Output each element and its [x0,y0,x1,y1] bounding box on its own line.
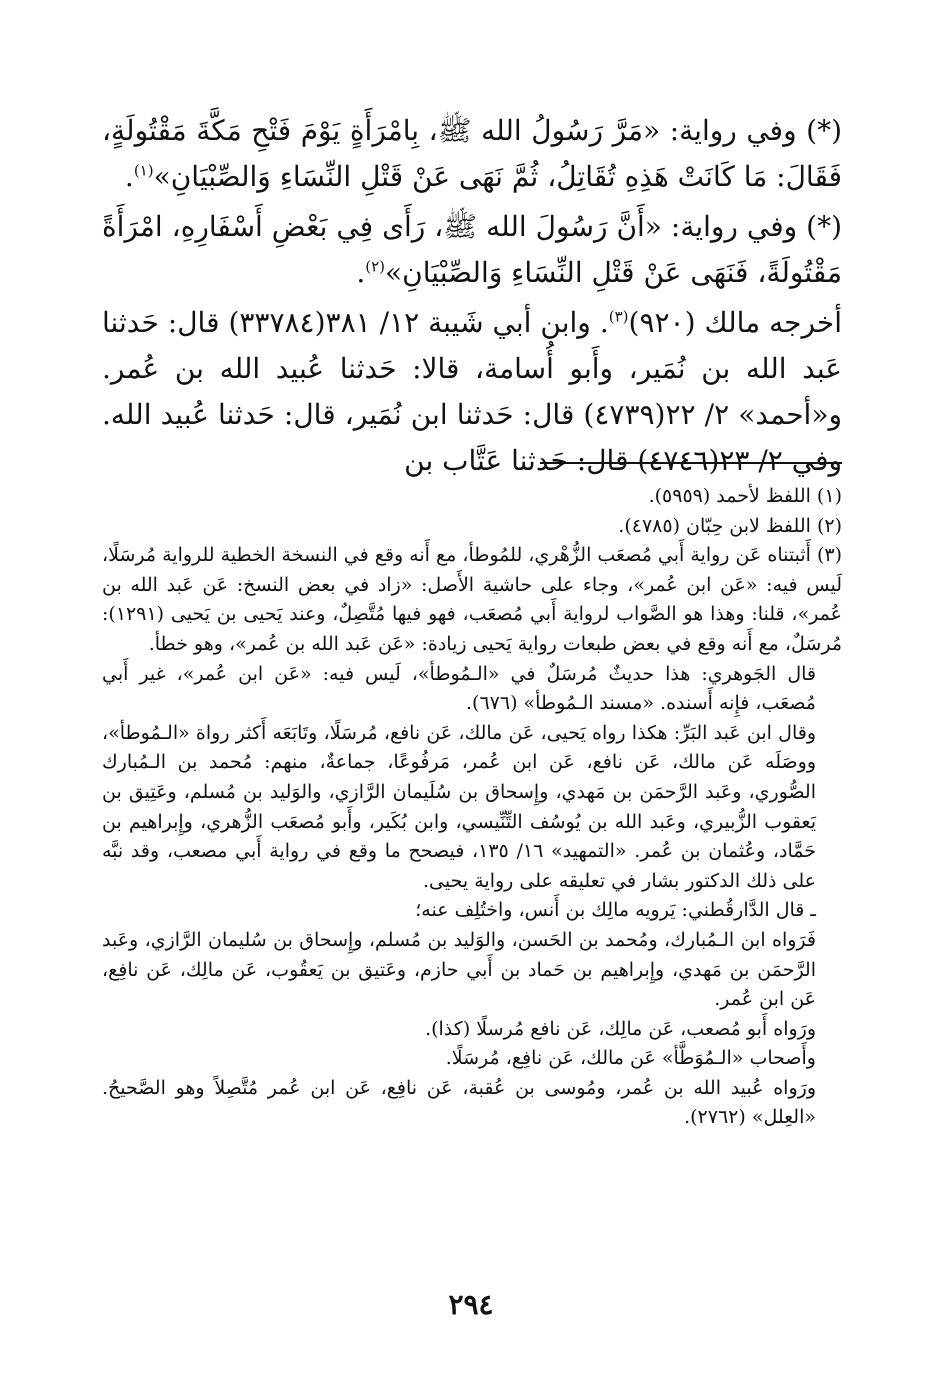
footnote-2: (٢) اللفظ لابن حِبّان (٤٧٨٥). [618,514,842,537]
footnote-ref-1[interactable]: (١) [133,161,154,180]
footnote-1: (١) اللفظ لأحمد (٥٩٥٩). [648,485,842,507]
footnote-3-riwaya-2: ورَواه أَبو مُصعب، عَن مالِك، عَن نافع مُرسلًا (كذا). [425,1017,816,1040]
main-paragraph-2 [102,204,842,296]
footnote-3-riwaya-4: ورَواه عُبيد الله بن عُمر، ومُوسى بن عُقبة، عَن نافِع، عَن ابن عُمر مُتَّصِلاً وهو الصَّحيحُ. «العِلل» (٢٧٦٢). [102,1076,816,1129]
main-paragraph-2-text: (*) وفي رواية: «أَنَّ رَسُولَ الله ﷺ، رَأَى فِي بَعْضِ أَسْفَارِهِ، امْرَأَةً مَقْتُولَةً، فَنَهَى عَنْ قَتْلِ النِّسَاءِ وَالصِّبْيَانِ» [102,210,842,289]
main-text [102,108,842,484]
main-paragraph-1 [102,108,842,200]
footnote-3-jawhari: قال الجَوهري: هذا حديثٌ مُرسَلٌ في «الـمُوطأ»، لَيس فيه: «عَن ابن عُمر»، غير أَبي مُصعَب، فإِنه أَسنده. «مسند الـمُوطأ» (٦٧٦). [102,662,816,715]
main-paragraph-2-tail: . [356,256,366,289]
main-paragraph-1-tail: . [124,160,134,193]
main-paragraph-3-text: أخرجه مالك (٩٢٠) [628,306,842,339]
footnote-3-ibn-abd-albarr: وقال ابن عَبد البَرِّ: هكذا رواه يَحيى، عَن مالك، عَن نافع، مُرسَلًا، وتَابَعَه أَكثر رواة «الـمُوطأ»، ووصَلَه عَن مالك، عَن نافع، عَن ابن عُمر، مَرفُوعًا، جماعةٌ، منهم: مُحمد بن الـمُبارك الصُّوري، وعَبد الرَّحمَن بن مَهدي، وإِسحاق بن سُلَيمان الرَّازي، والوَليد بن مُسلم، وعَتِيق بن يَعقوب الزُّبيري، وعَبد الله بن يُوسُف التِّنِّيسي، وابن بُكَير، وأَبو مُصعَب الزُّهري، وإِبراهيم بن حَمَّاد، وعُثمان بن عُمر. «التمهيد» ١٦/ ١٣٥، فيصحح ما وقع في رواية أَبي مصعب، وقد نبَّه على ذلك الدكتور بشار في تعليقه على رواية يحيى. [102,721,816,892]
footnote-divider [540,462,842,464]
main-paragraph-3-tail: . وابن أبي شَيبة ١٢/ ٣٨١(٣٣٧٨٤) قال: حَدثنا عَبد الله بن نُمَير، وأَبو أُسامة، قالا: حَدثنا عُبيد الله بن عُمر. و«أحمد» ٢/ ٢٢(٤٧٣٩) قال: حَدثنا ابن نُمَير، قال: حَدثنا عُبيد الله. وفي ٢/ ٢٣(٤٧٤٦) قال: حَدثنا عَتَّاب بن [102,306,842,477]
footnote-3-daraqutni: ـ قال الدَّارقُطني: يَرويه مالِك بن أَنس، واختُلِف عنه؛ [415,899,816,922]
footnotes [102,482,842,1133]
page-number: ٢٩٤ [448,1288,494,1321]
footnote-ref-2[interactable]: (٢) [365,257,386,276]
footnote-3-riwaya-1: فَرَواه ابن الـمُبارك، ومُحمد بن الحَسن، والوَليد بن مُسلم، وإِسحاق بن سُليمان الرَّازي، وعَبد الرَّحمَن بن مَهدي، وإِبراهيم بن حَماد بن أَبي حازم، وعَتيق بن يَعقُوب، عَن مالِك، عَن نافِع، عَن ابن عُمر. [102,928,816,1011]
main-paragraph-3 [102,300,842,484]
footnote-3-riwaya-3: وأَصحاب «الـمُوَطَّأ» عَن مالك، عَن نافِع، مُرسَلًا. [445,1047,816,1070]
footnote-ref-3[interactable]: (٣) [608,307,629,326]
main-paragraph-1-text: (*) وفي رواية: «مَرَّ رَسُولُ الله ﷺ، بِامْرَأَةٍ يَوْمَ فَتْحِ مَكَّةَ مَقْتُولَةٍ، فَقَالَ: مَا كَانَتْ هَذِهِ تُقَاتِلُ، ثُمَّ نَهَى عَنْ قَتْلِ النِّسَاءِ وَالصِّبْيَانِ» [102,114,842,193]
footnote-3: (٣) أَثبتناه عَن رواية أَبي مُصعَب الزُّهْري، للمُوطأ، مع أَنه وقع في النسخة الخطية للرواية مُرسَلًا، لَيس فيه: «عَن ابن عُمر»، وجاء على حاشية الأَصل: «زاد في بعض النسخ: عَن عَبد الله بن عُمر»، قلنا: وهذا هو الصَّواب لرواية أَبي مُصعَب، فهو فيها مُتَّصِلٌ، وعند يَحيى بن يَحيى (١٢٩١): مُرسَلٌ، مع أَنه وقع في بعض طبعات رواية يَحيى زيادة: «عَن عَبد الله بن عُمر»، وهو خطأ. [102,544,842,655]
